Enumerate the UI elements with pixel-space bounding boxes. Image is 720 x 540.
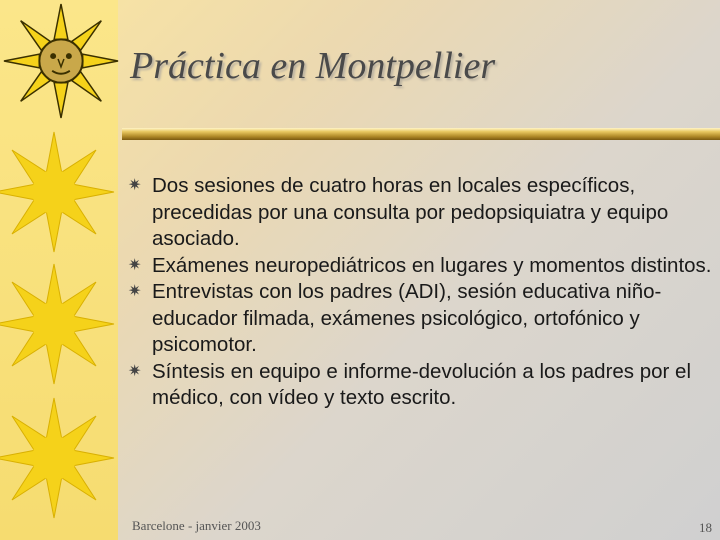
sun-icon [0,262,116,386]
bullet-star-icon: ✷ [128,177,142,194]
bullet-text: Dos sesiones de cuatro horas en locales específicos, precedidas por una consulta por pedopsiquiatra y equipo asociado. [152,174,669,250]
slide-footer: Barcelone - janvier 2003 [132,518,261,533]
bullet-text: Entrevistas con los padres (ADI), sesión educativa niño-educador filmada, exámenes psicológico, ortofónico y psicomotor. [152,280,662,356]
bullet-star-icon: ✷ [128,283,142,300]
title-divider [122,128,720,140]
bullet-star-icon: ✷ [128,362,142,380]
sun-icon [0,130,116,254]
page-number: 18 [699,520,712,535]
bullet-list [128,173,718,412]
sun-icon [0,396,116,520]
bullet-item [128,279,718,359]
bullet-star-icon: ✷ [128,256,142,274]
bullet-item [128,359,718,412]
sun-face-icon [2,2,120,120]
bullet-item [128,253,718,280]
slide-title: Práctica en Montpellier [130,45,496,87]
bullet-text: Exámenes neuropediátricos en lugares y momentos distintos. [152,253,712,277]
bullet-text: Síntesis en equipo e informe-devolución a los padres por el médico, con vídeo y texto escrito. [152,359,692,409]
bullet-item [128,173,718,253]
